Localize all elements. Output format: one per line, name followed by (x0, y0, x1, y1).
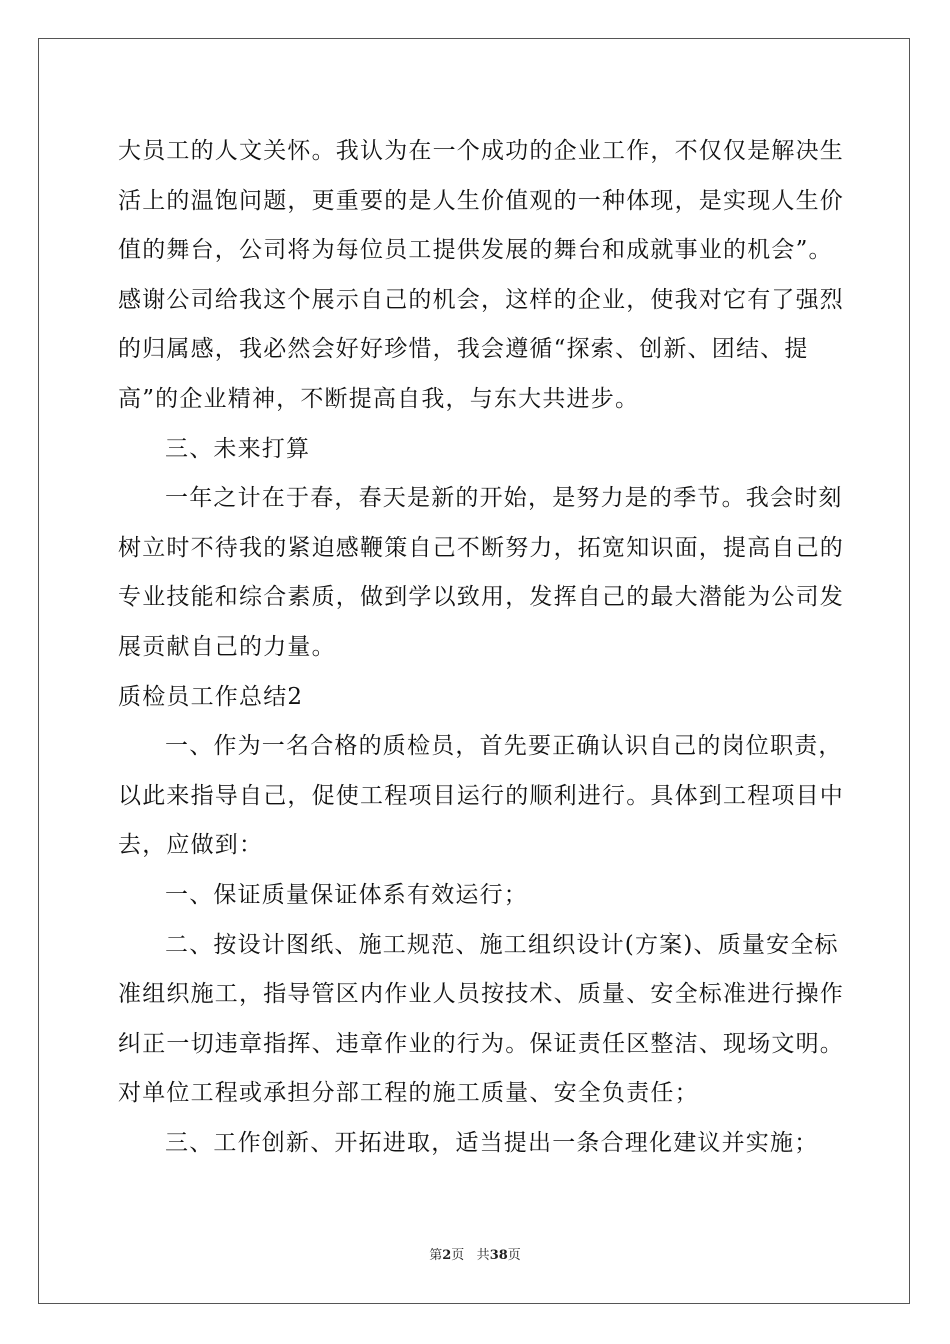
text-line: 纠正一切违章指挥、违章作业的行为。保证责任区整洁、现场文明。 (118, 1030, 844, 1057)
text-line: 展贡献自己的力量。 (118, 633, 336, 660)
list-item: 三、工作创新、开拓进取，适当提出一条合理化建议并实施； (165, 1129, 819, 1156)
footer-total-suffix: 页 (507, 1248, 521, 1263)
text-line: 活上的温饱问题，更重要的是人生价值观的一种体现，是实现人生价 (118, 187, 844, 214)
footer-total-prefix: 共 (476, 1248, 490, 1263)
text-line: 专业技能和综合素质，做到学以致用，发挥自己的最大潜能为公司发 (118, 584, 844, 611)
list-item: 二、按设计图纸、施工规范、施工组织设计(方案)、质量安全标 (165, 931, 839, 958)
text-line: 感谢公司给我这个展示自己的机会，这样的企业，使我对它有了强烈 (118, 286, 844, 313)
text-line: 大员工的人文关怀。我认为在一个成功的企业工作，不仅仅是解决生 (118, 138, 844, 164)
text-line: 以此来指导自己，促使工程项目运行的顺利进行。具体到工程项目中 (118, 782, 844, 809)
document-title: 质检员工作总结2 (118, 683, 304, 710)
text-line: 一年之计在于春，春天是新的开始，是努力是的季节。我会时刻 (165, 485, 843, 512)
list-item: 一、保证质量保证体系有效运行； (165, 881, 528, 908)
text-line: 对单位工程或承担分部工程的施工质量、安全负责任； (118, 1080, 699, 1107)
text-line: 树立时不待我的紧迫感鞭策自己不断努力，拓宽知识面，提高自己的 (118, 534, 844, 561)
text-line: 准组织施工，指导管区内作业人员按技术、质量、安全标准进行操作 (118, 981, 844, 1008)
text-line: 值的舞台，公司将为每位员工提供发展的舞台和成就事业的机会”。 (118, 237, 833, 264)
document-body (118, 127, 844, 1168)
text-line: 去，应做到： (118, 832, 264, 859)
text-line: 高”的企业精神，不断提高自我，与东大共进步。 (118, 385, 640, 412)
total-pages: 38 (489, 1248, 508, 1263)
page-footer (0, 1244, 950, 1263)
page-number: 2 (442, 1248, 452, 1263)
text-line: 的归属感，我必然会好好珍惜，我会遵循“探索、创新、团结、提 (118, 336, 809, 363)
section-heading: 三、未来打算 (165, 435, 311, 462)
footer-page-suffix: 页 (451, 1248, 465, 1263)
footer-prefix: 第 (429, 1248, 443, 1263)
text-line: 一、作为一名合格的质检员，首先要正确认识自己的岗位职责， (165, 733, 843, 760)
